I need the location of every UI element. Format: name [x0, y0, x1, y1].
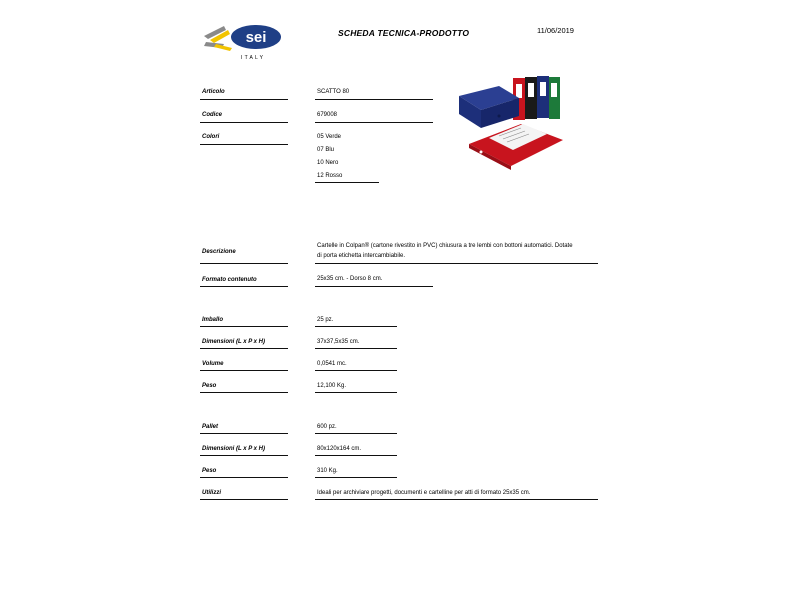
- peso-pallet-value: 310 Kg.: [317, 468, 338, 474]
- divider: [200, 99, 288, 100]
- volume-value: 0,0541 mc.: [317, 361, 347, 367]
- peso-imballo-label: Peso: [202, 383, 217, 389]
- divider: [200, 144, 288, 145]
- peso-imballo-value: 12,100 Kg.: [317, 383, 347, 389]
- product-photo: [455, 74, 567, 170]
- codice-value: 679008: [317, 112, 338, 118]
- dimensioni-pallet-value: 80x120x164 cm.: [317, 446, 362, 452]
- codice-label: Codice: [202, 112, 223, 118]
- colori-value: 05 Verde: [317, 134, 342, 140]
- volume-label: Volume: [202, 361, 224, 367]
- pallet-value: 600 pz.: [317, 424, 337, 430]
- formato-value: 25x35 cm. - Dorso 8 cm.: [317, 276, 383, 282]
- divider: [200, 455, 288, 456]
- divider: [315, 286, 433, 287]
- divider: [315, 392, 397, 393]
- descrizione-line: di porta etichetta intercambiabile.: [317, 253, 406, 259]
- imballo-value: 25 pz.: [317, 317, 334, 323]
- imballo-label: Imballo: [202, 317, 224, 323]
- divider: [315, 370, 397, 371]
- articolo-value: SCATTO 80: [317, 89, 350, 95]
- divider: [200, 370, 288, 371]
- colori-value: 10 Nero: [317, 160, 339, 166]
- logo-text: sei: [245, 29, 267, 46]
- colori-value: 07 Blu: [317, 147, 335, 153]
- divider: [200, 263, 288, 264]
- colori-label: Colori: [202, 134, 220, 140]
- descrizione-label: Descrizione: [202, 249, 236, 255]
- divider: [200, 326, 288, 327]
- articolo-label: Articolo: [202, 89, 225, 95]
- divider: [315, 182, 379, 183]
- divider: [200, 433, 288, 434]
- divider: [315, 99, 433, 100]
- page-title: SCHEDA TECNICA-PRODOTTO: [338, 28, 470, 38]
- dimensioni-imballo-label: Dimensioni (L x P x H): [202, 339, 266, 345]
- divider: [200, 348, 288, 349]
- formato-label: Formato contenuto: [202, 277, 257, 283]
- divider: [200, 286, 288, 287]
- colori-value: 12 Rosso: [317, 173, 343, 179]
- divider: [315, 455, 397, 456]
- divider: [200, 477, 288, 478]
- descrizione-line: Cartelle in Colpan® (cartone rivestito in PVC) chiusura a tre lembi con bottoni automatici. Dotate: [317, 243, 573, 249]
- divider: [200, 122, 288, 123]
- divider: [200, 392, 288, 393]
- utilizzi-label: Utilizzi: [202, 490, 221, 496]
- divider: [315, 263, 598, 264]
- utilizzi-value: Ideali per archiviare progetti, documenti e cartelline per atti di formato 25x35 cm.: [317, 490, 531, 496]
- divider: [315, 499, 598, 500]
- pallet-label: Pallet: [202, 424, 219, 430]
- dimensioni-pallet-label: Dimensioni (L x P x H): [202, 446, 266, 452]
- document-date: 11/06/2019: [537, 26, 574, 35]
- divider: [315, 433, 397, 434]
- peso-pallet-label: Peso: [202, 468, 217, 474]
- divider: [315, 348, 397, 349]
- divider: [315, 477, 397, 478]
- divider: [315, 122, 433, 123]
- dimensioni-imballo-value: 37x37,5x35 cm.: [317, 339, 360, 345]
- divider: [200, 499, 288, 500]
- divider: [315, 326, 397, 327]
- logo-subtext: ITALY: [241, 55, 266, 61]
